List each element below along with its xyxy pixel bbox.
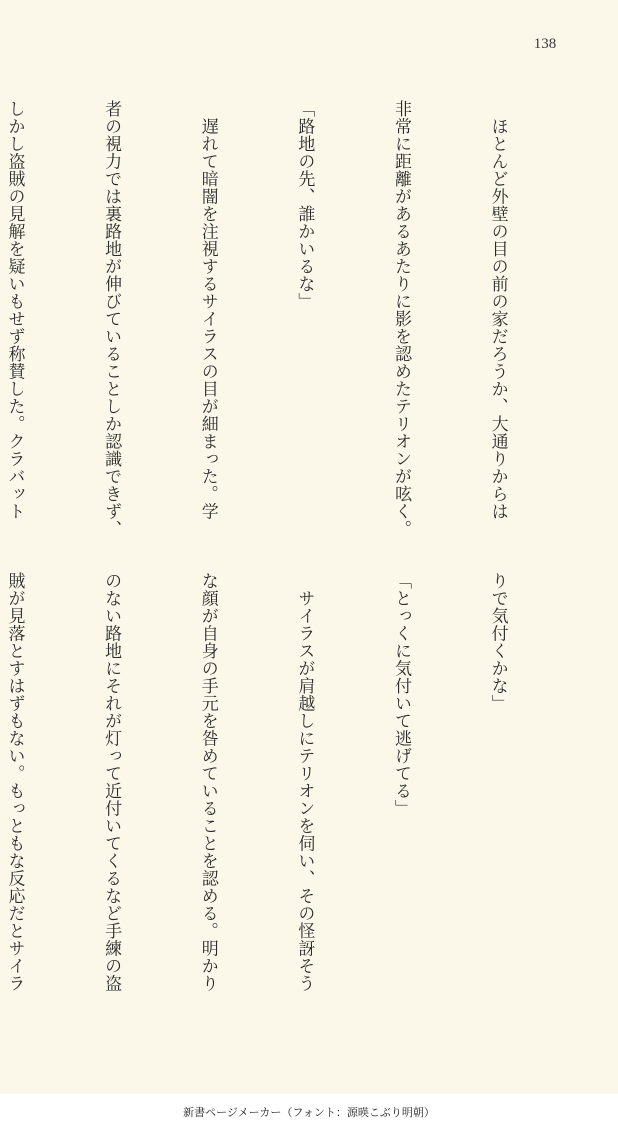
footer-credit: 新書ページメーカー（フォント：源暎こぶり明朝） (183, 1106, 435, 1119)
text-line: ほとんど外壁の目の前の家だろうか、大通りからは (487, 100, 508, 520)
text-line: りで気付くかな」 (487, 572, 508, 712)
text-line: 「とっくに気付いて逃げてる」 (390, 572, 411, 817)
text-line: な顔が自身の手元を咎めていることを認める。明かり (197, 572, 218, 992)
text-line: 者の視力では裏路地が伸びていることしか認識できず、 (101, 100, 122, 538)
footer (0, 1094, 618, 1132)
page-number: 138 (533, 36, 557, 52)
text-line: しかし盗賊の見解を疑いもせず称賛した。クラバット (4, 100, 25, 520)
text-line: サイラスが肩越しにテリオンを伺い、その怪訝そう (294, 572, 315, 992)
text-line: 賊が見落とすはずもない。もっともな反応だとサイラ (4, 572, 25, 992)
text-column-bottom (0, 572, 578, 1012)
text-column-top (0, 100, 578, 538)
text-line: のない路地にそれが灯って近付いてくるなど手練の盗 (101, 572, 122, 992)
text-line: 「路地の先、誰かいるな」 (294, 100, 315, 310)
text-line: 非常に距離があるあたりに影を認めたテリオンが呟く。 (390, 100, 411, 538)
text-line: 遅れて暗闇を注視するサイラスの目が細まった。学 (197, 100, 218, 520)
